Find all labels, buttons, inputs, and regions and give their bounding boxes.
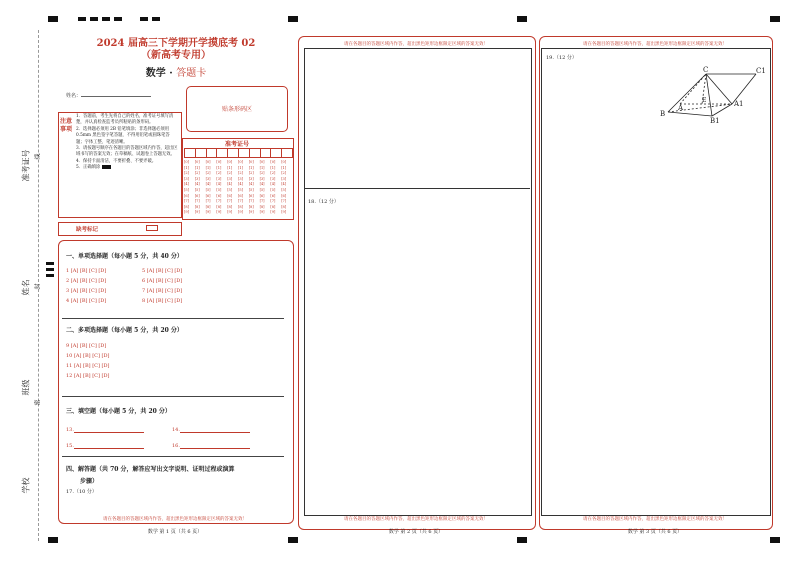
reg-mark [288,537,298,543]
exam-no-bubble[interactable]: [1] [259,165,265,170]
mc-question[interactable]: 8 [A] [B] [C] [D] [142,298,183,304]
side-label-secret: 密 [34,399,42,406]
footer-page1: 数学 第 1 页（共 6 页） [147,529,203,535]
mc-question[interactable]: 6 [A] [B] [C] [D] [142,278,183,284]
vertex-B: B [660,110,666,118]
notice-item: 3．请按题号顺序在各题目的答题区域内作答，超出区域书写的答案无效；在草稿纸、试题卷上答题无效。 [76,146,178,158]
exam-no-bubble[interactable]: [0] [184,160,189,164]
reg-mark [288,16,298,22]
vertex-B1: B1 [710,117,720,125]
q18-label: 18.（12 分） [308,199,339,205]
reg-mark [114,17,122,21]
reg-mark [102,17,110,21]
exam-no-bubble[interactable]: [6] [194,193,200,198]
fill-blank-15[interactable] [66,442,144,449]
exam-no-bubble[interactable]: [8] [205,204,211,209]
side-label-name: 姓名 [21,279,31,296]
q19-label: 19.（12 分） [546,55,577,61]
exam-no-bubble[interactable]: [7] [281,199,287,204]
exam-no-bubble[interactable]: [3] [270,176,276,181]
subject-line: 数学 · 答题卡 [145,68,207,79]
exam-no-bubble[interactable]: [8] [227,204,233,209]
exam-subtitle: （新高考专用） [141,50,211,61]
side-label-line: 线 [34,153,42,160]
side-label-exam-no: 准考证号 [21,149,31,182]
exam-no-bubble[interactable]: [1] [227,165,233,170]
exam-no-bubble[interactable]: [9] [184,210,189,215]
notice-item: 1．答题前，考生先将自己的姓名，准考证号填写清楚，并认真检查监考员所粘贴的条形码。 [76,114,174,126]
absent-checkbox[interactable] [146,225,158,231]
exam-no-bubble[interactable]: [1] [270,165,276,170]
divider [62,396,284,397]
section1-right [142,266,182,306]
exam-no-bubble[interactable]: [6] [184,193,189,198]
exam-no-bubble[interactable]: [3] [216,176,222,181]
reg-mark [152,17,160,21]
exam-no-bubble[interactable]: [6] [270,193,276,198]
card-type: 答题卡 [176,68,207,79]
exam-no-bubble[interactable]: [3] [238,176,243,181]
exam-no-bubble[interactable]: [0] [194,160,200,164]
exam-no-bubble[interactable]: [1] [281,165,287,170]
reg-mark [517,16,527,22]
mc-question[interactable]: 5 [A] [B] [C] [D] [142,268,183,274]
exam-no-bubble[interactable]: [3] [194,176,200,181]
exam-no-bubble[interactable]: [2] [184,171,189,176]
reg-mark [48,16,58,22]
section2-list [66,341,109,381]
fill-blank-16[interactable] [172,442,250,449]
exam-no-bubble[interactable]: [7] [227,199,233,204]
exam-no-bubble[interactable]: [5] [227,188,233,192]
section4-title-cont: 步骤） [80,478,99,485]
exam-no-bubble[interactable]: [9] [270,210,276,215]
exam-no-bubble[interactable]: [8] [281,204,287,209]
exam-no-bubble[interactable]: [1] [184,165,189,170]
warning-top-p2: 请在各题目的答题区域内作答，超出黑色矩形边框限定区域的答案无效！ [344,42,488,47]
q14-label: 14. [172,427,180,433]
exam-no-bubble[interactable]: [7] [238,199,243,204]
exam-no-title: 准考证号 [224,141,249,148]
vertex-E: E [702,97,707,104]
reg-mark [90,17,98,21]
exam-no-bubble[interactable]: [8] [248,204,254,209]
vertex-C: C [703,66,709,74]
exam-no-bubble[interactable]: [9] [281,210,287,215]
section1-left [66,266,106,306]
exam-no-bubble[interactable]: [2] [281,171,287,176]
exam-no-bubble[interactable]: [4] [205,182,211,187]
mc-question[interactable]: 10 [A] [B] [C] [D] [66,353,110,359]
exam-no-bubble[interactable]: [3] [248,176,254,181]
exam-no-bubble[interactable]: [8] [270,204,276,209]
exam-no-bubble[interactable]: [1] [194,165,200,170]
exam-no-bubble[interactable]: [7] [184,199,189,204]
section4-title: 四、解答题（共 70 分，解答应写出文字说明、证明过程或演算 [66,466,235,473]
exam-no-bubble[interactable]: [4] [248,182,254,187]
footer-page2: 数学 第 2 页（共 6 页） [388,529,444,535]
q16-label: 16. [172,443,180,449]
name-field[interactable] [66,92,151,99]
q15-label: 15. [66,443,74,449]
exam-no-bubble[interactable]: [8] [184,204,189,209]
exam-no-bubble[interactable]: [9] [227,210,233,215]
barcode-area [186,86,288,132]
notice-title: 注意事项 [60,118,73,133]
mc-question[interactable]: 1 [A] [B] [C] [D] [66,268,107,274]
exam-title: 2024 届高三下学期开学摸底考 02 [96,38,256,49]
exam-no-bubble[interactable]: [9] [205,210,211,215]
vertex-A1: A1 [734,100,744,108]
exam-no-bubble[interactable]: [8] [216,204,222,209]
reg-mark [770,537,780,543]
exam-no-bubble[interactable]: [1] [205,165,211,170]
reg-mark [48,537,58,543]
reg-mark [78,17,86,21]
section3-title: 三、填空题（每小题 5 分，共 20 分） [66,408,171,415]
exam-no-bubble[interactable]: [6] [227,193,233,198]
reg-mark [770,16,780,22]
vertex-C1: C1 [756,67,766,75]
mc-question[interactable]: 11 [A] [B] [C] [D] [66,363,110,369]
exam-no-bubble[interactable]: [0] [248,160,254,164]
exam-no-bubble[interactable]: [5] [259,188,265,192]
page2-answer-box[interactable] [304,48,532,516]
exam-no-bubble[interactable]: [7] [248,199,254,204]
exam-no-bubble[interactable]: [2] [270,171,276,176]
exam-no-bubble[interactable]: [3] [184,176,189,181]
section2-title: 二、多项选择题（每小题 5 分，共 20 分） [66,327,183,334]
notice-item: 5．正确填涂 [76,165,178,171]
mc-question[interactable]: 12 [A] [B] [C] [D] [66,373,110,379]
exam-no-bubble[interactable]: [4] [238,182,243,187]
exam-no-bubble[interactable]: [8] [238,204,243,209]
exam-no-bubble[interactable]: [4] [227,182,233,187]
name-label: 姓名： [66,93,82,99]
side-label-seal: 封 [34,283,42,290]
exam-no-bubble[interactable]: [5] [238,188,243,192]
exam-no-bubble[interactable]: [1] [216,165,222,170]
exam-no-bubble[interactable]: [3] [281,176,287,181]
notice-item: 2．选择题必须用 2B 铅笔填涂；非选择题必须用 0.5mm 黑色签字笔答题，不得用铅笔或圆珠笔答题；字体工整、笔迹清晰。 [76,126,170,145]
reg-mark [517,537,527,543]
exam-no-bubble[interactable]: [0] [259,160,265,164]
exam-no-bubble[interactable]: [7] [194,199,200,204]
warning-bottom-p1: 请在各题目的答题区域内作答，超出黑色矩形边框限定区域的答案无效！ [103,517,247,522]
reg-mark [46,268,54,271]
exam-no-bubble[interactable]: [3] [205,176,211,181]
notice-item: 4．保持卡面清洁，不要折叠、不要弄破。 [76,158,157,164]
exam-no-bubble[interactable]: [5] [281,188,287,192]
exam-no-bubble[interactable]: [2] [238,171,243,176]
exam-no-bubble[interactable]: [5] [194,188,200,192]
reg-mark [46,262,54,265]
fill-blank-13[interactable] [66,426,144,433]
exam-no-bubble[interactable]: [5] [216,188,222,192]
divider [304,188,530,189]
exam-no-bubble[interactable]: [2] [227,171,233,176]
footer-page3: 数学 第 3 页（共 6 页） [627,529,683,535]
exam-no-bubble[interactable]: [2] [194,171,200,176]
mc-question[interactable]: 7 [A] [B] [C] [D] [142,288,183,294]
exam-no-bubble[interactable]: [0] [281,160,287,164]
exam-no-bubble[interactable]: [4] [194,182,200,187]
exam-no-bubble[interactable]: [9] [259,210,265,215]
exam-no-bubble[interactable]: [5] [248,188,254,192]
exam-no-bubble[interactable]: [7] [259,199,265,204]
divider [62,456,284,457]
exam-no-bubble[interactable]: [0] [205,160,211,164]
exam-no-bubble[interactable]: [4] [270,182,276,187]
exam-no-bubble[interactable]: [6] [248,193,254,198]
exam-no-bubble[interactable]: [4] [216,182,222,187]
exam-no-bubble[interactable]: [5] [184,188,189,192]
reg-mark [46,274,54,277]
side-label-school: 学校 [21,477,31,494]
exam-no-bubble[interactable]: [2] [216,171,222,176]
side-label-class: 班级 [21,379,31,396]
exam-no-bubble[interactable]: [0] [227,160,233,164]
exam-no-bubble[interactable]: [8] [194,204,200,209]
prism-figure [652,64,764,124]
exam-no-bubble[interactable]: [5] [270,188,276,192]
barcode-label: 贴条形码区 [221,106,252,113]
divider [62,318,284,319]
mc-question[interactable]: 4 [A] [B] [C] [D] [66,298,107,304]
exam-no-bubble[interactable]: [6] [238,193,243,198]
exam-no-bubble[interactable]: [9] [238,210,243,215]
section1-title: 一、单项选择题（每小题 5 分，共 40 分） [66,253,183,260]
exam-no-bubble[interactable]: [2] [248,171,254,176]
exam-no-bubble[interactable]: [9] [194,210,200,215]
exam-no-bubble[interactable]: [2] [205,171,211,176]
exam-no-bubble[interactable]: [4] [281,182,287,187]
q17-label: 17.（10 分） [66,489,97,495]
exam-no-bubble[interactable]: [9] [216,210,222,215]
exam-no-bubble[interactable]: [7] [216,199,222,204]
exam-no-bubble[interactable]: [0] [238,160,243,164]
exam-no-bubble[interactable]: [4] [184,182,189,187]
subject: 数学 [145,68,166,79]
absent-label: 缺考标记 [76,227,99,233]
mc-question[interactable]: 3 [A] [B] [C] [D] [66,288,107,294]
exam-no-bubble[interactable]: [4] [259,182,265,187]
exam-no-bubble[interactable]: [6] [205,193,211,198]
exam-no-bubble[interactable]: [0] [216,160,222,164]
notice-list [76,114,178,172]
exam-no-bubble[interactable]: [0] [270,160,276,164]
exam-no-bubble[interactable]: [6] [216,193,222,198]
fill-blank-14[interactable] [172,426,250,433]
q13-label: 13. [66,427,74,433]
exam-no-bubble[interactable]: [5] [205,188,211,192]
exam-no-bubble[interactable]: [6] [259,193,265,198]
exam-no-bubble[interactable]: [2] [259,171,265,176]
exam-no-bubble[interactable]: [6] [281,193,287,198]
exam-no-bubble[interactable]: [7] [205,199,211,204]
exam-no-bubble[interactable]: [1] [238,165,243,170]
warning-bottom-p3: 请在各题目的答题区域内作答，超出黑色矩形边框限定区域的答案无效！ [583,517,727,522]
exam-no-bubble[interactable]: [7] [270,199,276,204]
exam-no-bubble[interactable]: [8] [259,204,265,209]
reg-mark [140,17,148,21]
exam-no-input-box[interactable] [281,148,293,158]
exam-no-bubble[interactable]: [1] [248,165,254,170]
vertex-A: A [678,104,684,112]
mc-question[interactable]: 2 [A] [B] [C] [D] [66,278,107,284]
exam-no-bubble[interactable]: [3] [259,176,265,181]
mc-question[interactable]: 9 [A] [B] [C] [D] [66,343,107,349]
exam-no-bubble[interactable]: [3] [227,176,233,181]
warning-top-p3: 请在各题目的答题区域内作答，超出黑色矩形边框限定区域的答案无效！ [583,42,727,47]
warning-bottom-p2: 请在各题目的答题区域内作答，超出黑色矩形边框限定区域的答案无效！ [344,517,488,522]
exam-no-bubble[interactable]: [9] [248,210,254,215]
